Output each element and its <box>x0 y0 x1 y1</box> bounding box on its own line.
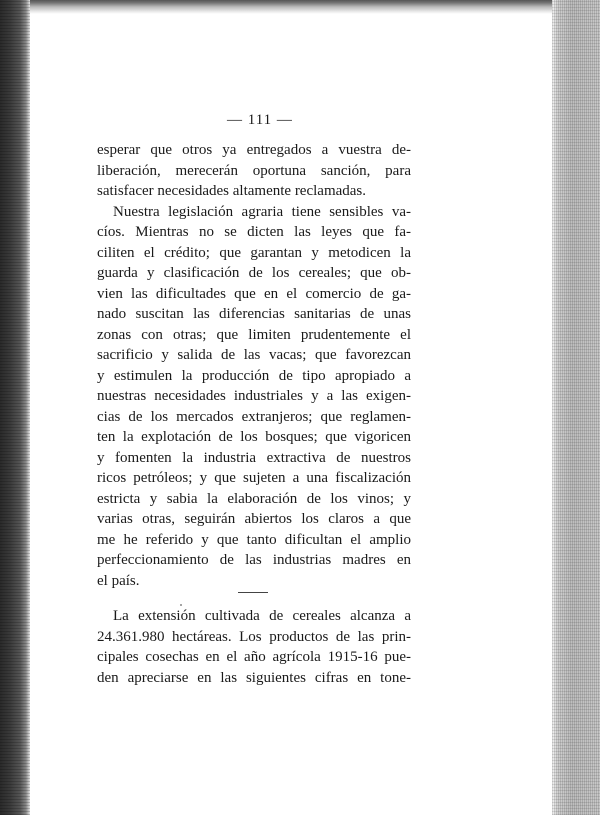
page-number: — 111 — <box>227 112 293 128</box>
text-line: 24.361.980 hectáreas. Los productos de las prin- <box>97 628 411 645</box>
text-line: den apreciarse en las siguientes cifras en tone- <box>97 669 411 686</box>
section-divider <box>238 592 268 593</box>
text-line: nuestras necesidades industriales y a las exigen- <box>97 388 411 404</box>
paragraph-continuation <box>97 140 411 202</box>
page-stack-edge <box>552 0 600 815</box>
text-line: guarda y clasificación de los cereales; que ob- <box>97 265 411 281</box>
paragraph-cereals <box>97 606 411 688</box>
text-line: esperar que otros ya entregados a vuestra de- <box>97 142 411 158</box>
text-line: estricta y sabia la elaboración de los vinos; y <box>97 490 411 507</box>
paragraph-legislation <box>97 202 411 592</box>
text-line: Nuestra legislación agraria tiene sensibles va- <box>113 203 411 220</box>
text-line: el país. <box>97 572 140 589</box>
text-line: cias de los mercados extranjeros; que reglamen- <box>97 408 411 425</box>
text-line: varias otras, seguirán abiertos los claros a que <box>97 511 411 527</box>
text-line: y fomenten la industria extractiva de nuestros <box>97 449 411 466</box>
text-line: satisfacer necesidades altamente reclamadas. <box>97 183 367 199</box>
text-line: sacrificio y salida de las vacas; que favorezcan <box>97 347 411 363</box>
scan-top-edge <box>0 0 600 14</box>
text-line: y estimulen la producción de tipo apropiado a <box>97 367 411 384</box>
text-line: cíos. Mientras no se dicten las leyes que fa- <box>97 224 411 240</box>
text-line: liberación, merecerán oportuna sanción, para <box>97 162 411 179</box>
text-line: zonas con otras; que limiten prudentemente el <box>97 326 411 343</box>
text-line: ricos petróleos; y que sujeten a una fiscalización <box>97 470 411 486</box>
text-line: La extensión cultivada de cereales alcanza a <box>113 608 411 624</box>
text-line: ten la explotación de los bosques; que vigoricen <box>97 429 411 445</box>
text-line: nado suscitan las diferencias sanitarias de unas <box>97 306 411 322</box>
text-line: vien las dificultades que en el comercio de ga- <box>97 285 411 302</box>
text-line: me he referido y que tanto dificultan el amplio <box>97 531 411 548</box>
text-line: cipales cosechas en el año agrícola 1915-16 pue- <box>97 649 411 665</box>
text-line: perfeccionamiento de las industrias madres en <box>97 552 411 568</box>
text-line: ciliten el crédito; que garantan y metodicen la <box>97 244 411 261</box>
